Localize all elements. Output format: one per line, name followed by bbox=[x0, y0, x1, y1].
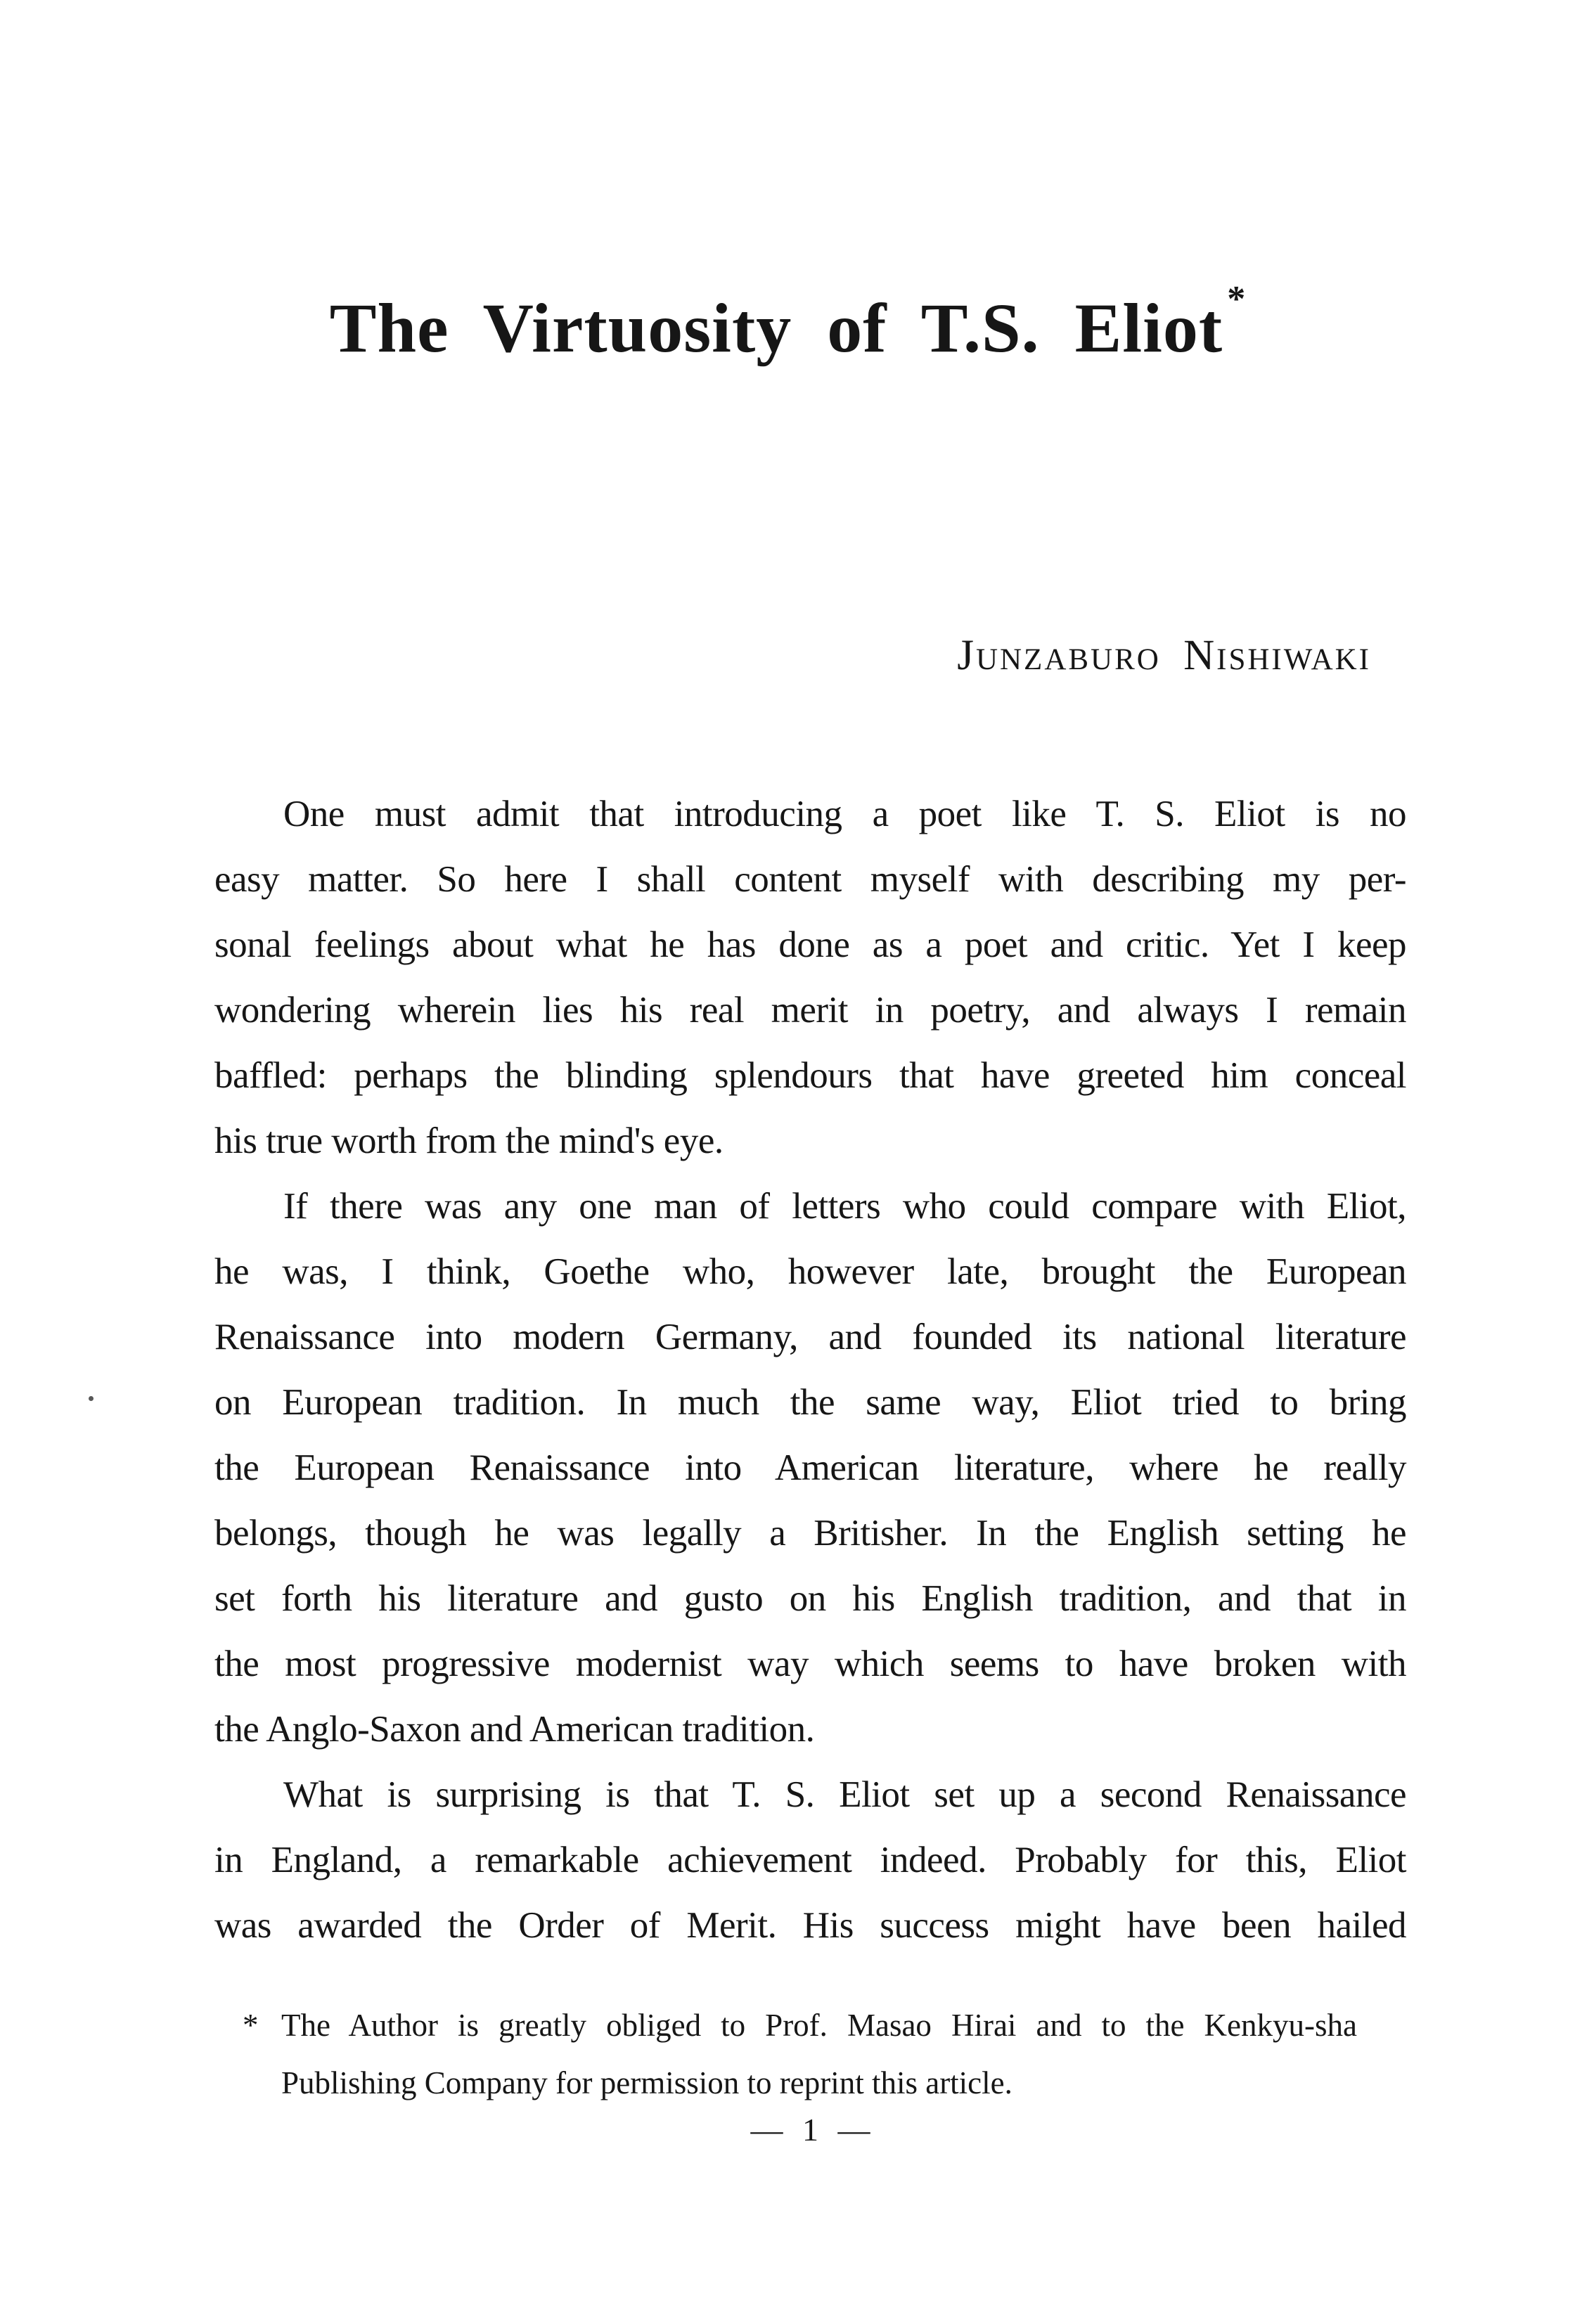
paragraph bbox=[214, 782, 1406, 1174]
page-title bbox=[0, 258, 1575, 370]
text-line: baffled: perhaps the blinding splendours that have greeted him conceal bbox=[214, 1055, 1406, 1096]
text-line: was awarded the Order of Merit. His success might have been hailed bbox=[214, 1905, 1406, 1946]
article-body bbox=[214, 782, 1406, 1958]
page-number: — 1 — bbox=[750, 2112, 870, 2148]
footnote-line: The Author is greatly obliged to Prof. Masao Hirai and to the Kenkyu-sha bbox=[281, 2008, 1357, 2043]
text-line: If there was any one man of letters who could compare with Eliot, bbox=[283, 1186, 1406, 1227]
text-line: on European tradition. In much the same way, Eliot tried to bring bbox=[214, 1382, 1406, 1423]
text-line: One must admit that introducing a poet like T. S. Eliot is no bbox=[283, 794, 1406, 834]
paragraph bbox=[214, 1174, 1406, 1762]
title-footnote-marker: * bbox=[1227, 279, 1246, 319]
text-line: belongs, though he was legally a Britisher. In the English setting he bbox=[214, 1513, 1406, 1554]
text-line: he was, I think, Goethe who, however late, brought the European bbox=[214, 1251, 1406, 1292]
text-line: sonal feelings about what he has done as a poet and critic. Yet I keep bbox=[214, 924, 1406, 965]
text-line: easy matter. So here I shall content myself with describing my per- bbox=[214, 859, 1406, 900]
text-line: the European Renaissance into American literature, where he really bbox=[214, 1447, 1406, 1488]
text-line: in England, a remarkable achievement indeed. Probably for this, Eliot bbox=[214, 1840, 1406, 1880]
text-line: the Anglo-Saxon and American tradition. bbox=[214, 1709, 815, 1750]
author-name: Junzaburo Nishiwaki bbox=[957, 632, 1371, 679]
text-line: the most progressive modernist way which seems to have broken with bbox=[214, 1644, 1406, 1684]
text-line: Renaissance into modern Germany, and founded its national literature bbox=[214, 1317, 1406, 1357]
page-title-text: The Virtuosity of T.S. Eliot bbox=[329, 289, 1223, 367]
text-line: wondering wherein lies his real merit in poetry, and always I remain bbox=[214, 990, 1406, 1031]
text-line: What is surprising is that T. S. Eliot set up a second Renaissance bbox=[283, 1774, 1406, 1815]
text-line: his true worth from the mind's eye. bbox=[214, 1121, 724, 1161]
text-line: set forth his literature and gusto on his English tradition, and that in bbox=[214, 1578, 1406, 1619]
footnote bbox=[243, 1996, 1368, 2112]
scan-speck bbox=[89, 1396, 94, 1401]
footnote-line: Publishing Company for permission to reprint this article. bbox=[281, 2065, 1012, 2100]
footnote-lines bbox=[281, 1996, 1357, 2112]
footnote-marker: * bbox=[243, 2008, 259, 2043]
paragraph bbox=[214, 1762, 1406, 1958]
